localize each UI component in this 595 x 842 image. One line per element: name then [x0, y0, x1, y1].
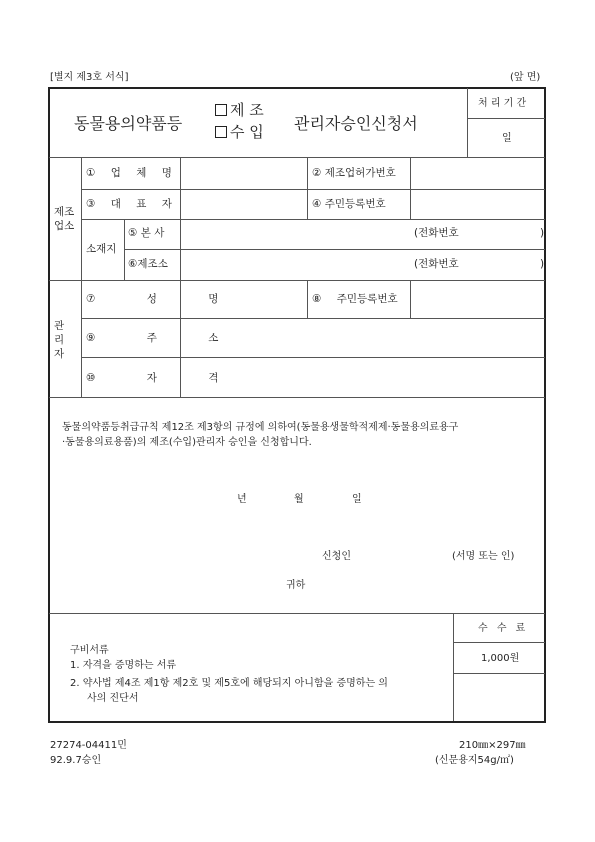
applicant-label: 신청인	[322, 551, 351, 562]
date-year-label: 년	[237, 494, 247, 505]
representative-field[interactable]	[181, 190, 306, 218]
rule	[467, 88, 468, 157]
rule	[81, 157, 82, 397]
statement-line-1: 동물의약품등취급규칙 제12조 제3항의 규정에 의하여(동물용생물학적제제·동물용의료용구	[62, 422, 459, 433]
license-number-label: ② 제조업허가번호	[312, 167, 396, 179]
form-code: 27274-04411민	[50, 740, 127, 751]
processing-period-value: 일	[502, 133, 512, 144]
fee-label: 수 수 료	[478, 623, 526, 634]
statement-line-2: ·동물용의료용품)의 제조(수입)관리자 승인을 신청합니다.	[62, 437, 312, 448]
rule	[467, 118, 545, 119]
paper-size: 210㎜×297㎜	[459, 740, 526, 751]
manager-name-field[interactable]	[181, 281, 306, 317]
addressee-label: 귀하	[286, 580, 306, 591]
processing-period-label: 처 리 기 간	[478, 98, 527, 109]
option-import	[215, 125, 264, 140]
representative-label: ③ 대 표 자	[86, 198, 172, 210]
head-office-address-field[interactable]	[181, 220, 411, 248]
factory-address-field[interactable]	[181, 250, 411, 279]
manager-id-field[interactable]	[411, 281, 544, 317]
representative-id-field[interactable]	[411, 190, 544, 218]
form-number: [별지 제3호 서식]	[50, 72, 129, 83]
phone-label-factory: (전화번호	[414, 258, 459, 270]
document-item-2: 2. 약사법 제4조 제1항 제2호 및 제5호에 해당되지 아니함을 증명하는 의	[70, 678, 388, 689]
location-label: 소재지	[86, 243, 117, 255]
title-left: 동물용의약품등	[74, 114, 183, 133]
option-manufacture-label: 제 조	[230, 101, 264, 119]
phone-close-office: )	[540, 227, 545, 239]
manager-address-field[interactable]	[181, 319, 544, 356]
manager-name-label: ⑦ 성 명	[86, 293, 219, 305]
rule	[453, 673, 545, 674]
manager-qualification-field[interactable]	[181, 358, 544, 396]
document-item-1: 1. 자격을 증명하는 서류	[70, 660, 177, 671]
company-name-label: ① 업 체 명	[86, 167, 172, 179]
rule	[453, 642, 545, 643]
rule	[307, 280, 308, 318]
date-month-label: 월	[294, 494, 304, 505]
manager-qualification-label: ⑩ 자 격	[86, 372, 219, 384]
documents-title: 구비서류	[70, 645, 109, 656]
license-number-field[interactable]	[411, 158, 544, 188]
phone-close-factory: )	[540, 258, 545, 270]
section-label-manager-1: 관	[54, 320, 65, 332]
page-side-label: (앞 면)	[510, 72, 541, 83]
section-label-manufacturer-1: 제조	[54, 206, 75, 218]
document-item-2-cont: 사의 진단서	[87, 693, 139, 704]
section-label-manager-2: 리	[54, 334, 65, 346]
option-manufacture	[215, 103, 264, 118]
fee-value: 1,000원	[481, 653, 520, 664]
company-name-field[interactable]	[181, 158, 306, 188]
title-right: 관리자승인신청서	[294, 114, 418, 133]
section-label-manager-3: 자	[54, 348, 65, 360]
signature-label: (서명 또는 인)	[452, 551, 515, 562]
rule	[307, 157, 308, 219]
manager-id-label: ⑧ 주민등록번호	[312, 293, 398, 305]
head-office-label: ⑤ 본 사	[128, 227, 165, 239]
option-import-label: 수 입	[230, 123, 264, 141]
section-label-manufacturer-2: 업소	[54, 220, 75, 232]
approval-date: 92.9.7승인	[50, 755, 102, 766]
rule	[124, 219, 125, 280]
phone-label-office: (전화번호	[414, 227, 459, 239]
checkbox-manufacture[interactable]	[215, 104, 227, 116]
manager-address-label: ⑨ 주 소	[86, 332, 219, 344]
representative-id-label: ④ 주민등록번호	[312, 198, 386, 210]
rule	[49, 613, 545, 614]
rule	[453, 613, 454, 721]
date-day-label: 일	[352, 494, 362, 505]
factory-label: ⑥제조소	[128, 258, 168, 270]
checkbox-import[interactable]	[215, 126, 227, 138]
rule	[49, 397, 545, 398]
paper-type: (신문용지54g/㎡)	[435, 755, 514, 766]
